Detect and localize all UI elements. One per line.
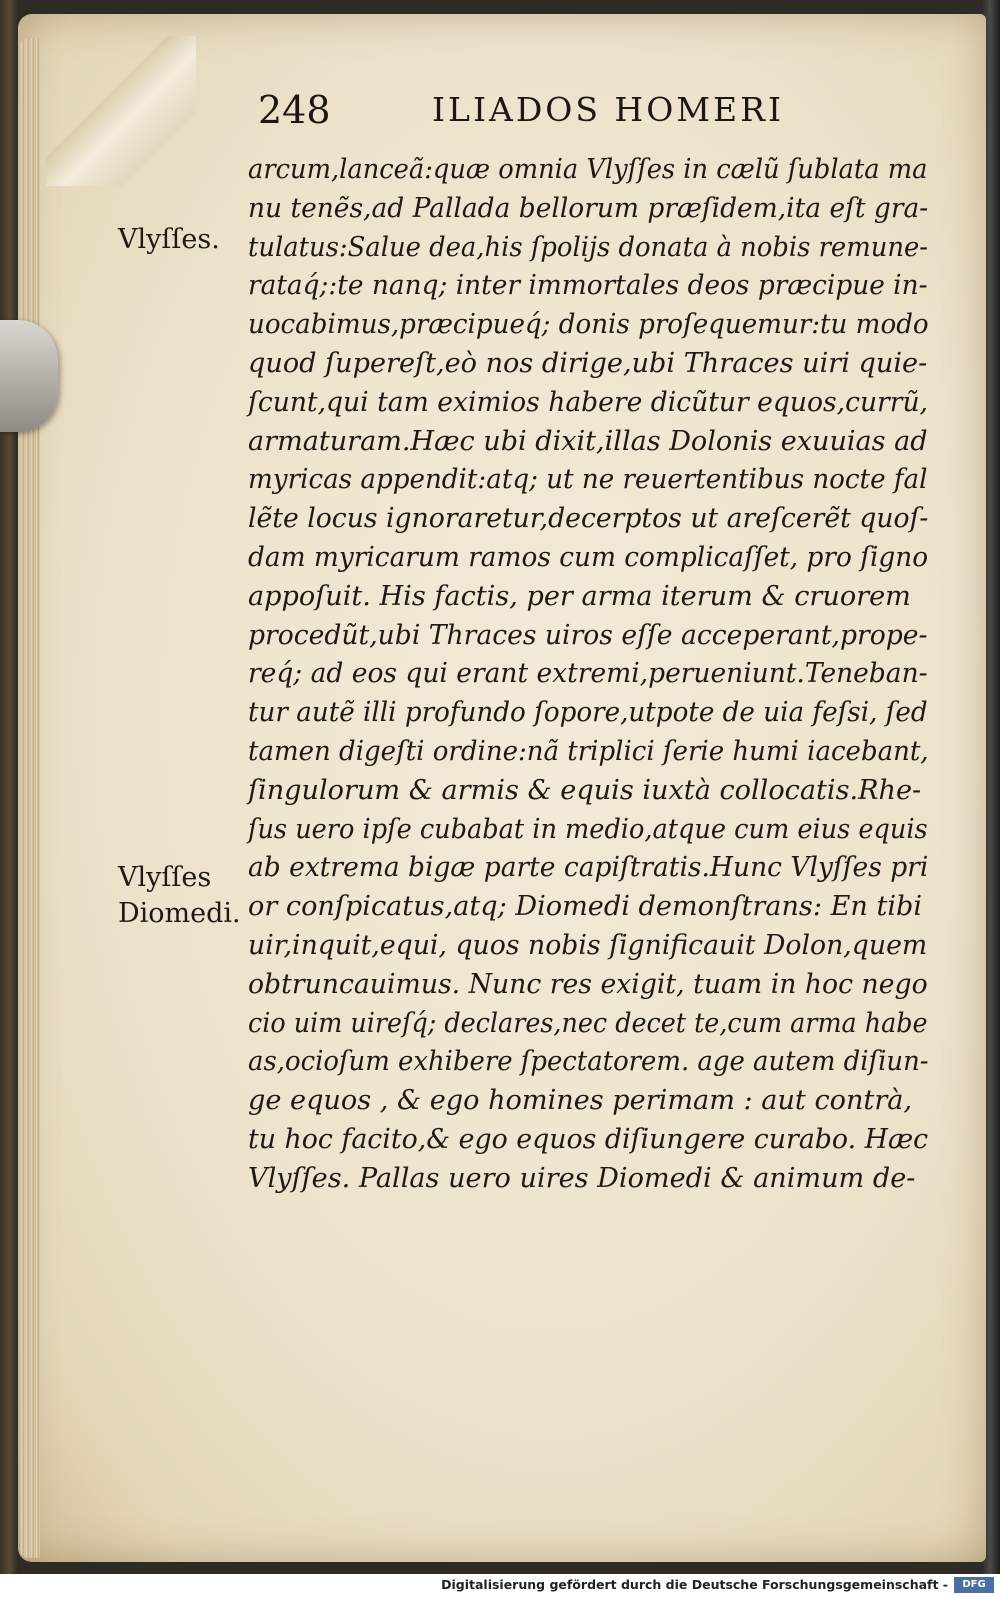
page-header (258, 82, 818, 142)
text-line: myricas appendit:atq; ut ne reuertentibus nocte fal (248, 463, 928, 496)
margin-note-ulysses: Vlyſſes. (118, 224, 220, 255)
text-line: tur autẽ illi profundo ſopore,utpote de uia feſsi, ſed (248, 696, 928, 729)
running-head: ILIADOS HOMERI (432, 90, 785, 129)
folded-corner (46, 36, 196, 186)
text-line: procedũt,ubi Thraces uiros eſſe acceperant,prope- (248, 618, 928, 651)
text-line: ge equos , & ego homines perimam : aut contrà, (248, 1084, 913, 1117)
text-line: tamen digeſti ordine:nã triplici ſerie humi iacebant, (248, 734, 929, 767)
text-line: ſus uero ipſe cubabat in medio,atque cum eius equis (248, 812, 928, 845)
page-number: 248 (258, 88, 331, 132)
text-line: cio uim uireſq́; declares,nec decet te,cum arma habe (248, 1006, 928, 1039)
text-line: armaturam.Hæc ubi dixit,illas Dolonis exuuias ad (248, 424, 928, 457)
text-line: or conſpicatus,atq; Diomedi demonſtrans: En tibi (248, 890, 923, 923)
digitization-footer (0, 1574, 1000, 1597)
dfg-logo: DFG (954, 1577, 994, 1593)
text-line: ſingulorum & armis & equis iuxtà collocatis.Rhe- (248, 773, 922, 806)
text-line: obtruncauimus. Nunc res exigit, tuam in hoc nego (248, 967, 928, 1000)
text-line: nu tenẽs,ad Pallada bellorum præſidem,ita eſt gra- (248, 191, 929, 224)
text-line: rataq́;:te nanq; inter immortales deos præcipue in- (248, 269, 928, 302)
margin-note-line: Diomedi. (118, 898, 241, 929)
page-clip (0, 320, 58, 432)
text-line: dam myricarum ramos cum complicaſſet, pro ſigno (248, 540, 929, 573)
text-line: uir,inquit,equi, quos nobis ſignificauit Dolon,quem (248, 928, 928, 961)
margin-note-line: Vlyſſes (118, 862, 212, 893)
text-line: uocabimus,præcipueq́; donis proſequemur:tu modo (248, 308, 929, 341)
text-line: Vlyſſes. Pallas uero uires Diomedi & animum de- (248, 1161, 916, 1194)
text-line: as,ocioſum exhibere ſpectatorem. age autem diſiun- (248, 1045, 929, 1078)
text-line: req́; ad eos qui erant extremi,perueniunt.Teneban- (248, 657, 928, 690)
text-line: tu hoc facito,& ego equos diſiungere curabo. Hæc (248, 1122, 929, 1155)
text-line: arcum,lanceã:quæ omnia Vlyſſes in cælũ ſublata ma (248, 153, 928, 185)
margin-note-ulysses-diomedi (118, 860, 241, 932)
text-line: quod ſupereſt,eò nos dirige,ubi Thraces uiri quie- (248, 346, 928, 379)
text-line: appoſuit. His factis, per arma iterum & cruorem (248, 579, 911, 612)
text-line: ab extrema bigæ parte capiſtratis.Hunc Vlyſſes pri (248, 851, 929, 884)
text-line: lẽte locus ignoraretur,decerptos ut areſcerẽt quoſ- (248, 502, 929, 535)
footer-credit: Digitalisierung gefördert durch die Deutsche Forschungsgemeinschaft - (441, 1577, 948, 1592)
text-line: ſcunt,qui tam eximios habere dicũtur equos,currũ, (248, 385, 929, 418)
text-line: tulatus:Salue dea,his ſpolijs donata à nobis remune- (248, 230, 928, 263)
body-text (248, 150, 938, 1198)
page-edges (20, 38, 40, 1558)
